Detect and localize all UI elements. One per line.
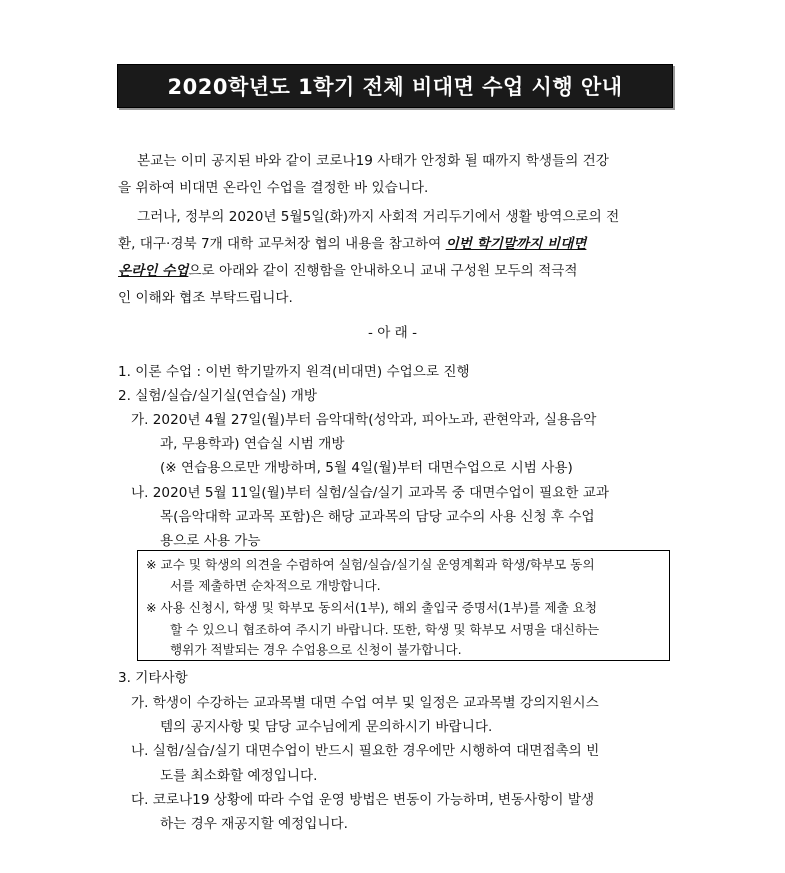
item-3c-line2: 하는 경우 재공지할 예정입니다. <box>160 816 348 832</box>
item-2b-line2: 목(음악대학 교과목 포함)은 해당 교과목의 담당 교수의 사용 신청 후 수업 <box>160 509 595 525</box>
item-3: 3. 기타사항 <box>118 670 188 686</box>
note-1-line2: 서를 제출하면 순차적으로 개방합니다. <box>170 578 381 593</box>
item-3c-line1: 다. 코로나19 상황에 따라 수업 운영 방법은 변동이 가능하며, 변동사항이 발생 <box>131 792 595 808</box>
page-title: 2020학년도 1학기 전체 비대면 수업 시행 안내 <box>167 75 623 99</box>
intro-emphasis-1: 이번 학기말까지 비대면 <box>445 236 587 252</box>
item-3a-line2: 템의 공지사항 및 담당 교수님에게 문의하시기 바랍니다. <box>160 719 493 735</box>
intro-p2-line3 <box>118 258 578 285</box>
item-3b-line2: 도를 최소화할 예정입니다. <box>160 768 318 784</box>
item-2: 2. 실험/실습/실기실(연습실) 개방 <box>118 388 317 404</box>
title-banner <box>117 64 673 108</box>
item-2b-line3: 용으로 사용 가능 <box>160 533 261 549</box>
note-2-line3: 행위가 적발되는 경우 수업용으로 신청이 불가합니다. <box>170 642 462 657</box>
intro-p2-line2 <box>118 231 586 258</box>
item-2a-line3: (※ 연습용으로만 개방하며, 5월 4일(월)부터 대면수업으로 시범 사용) <box>160 460 573 476</box>
note-1-line1: ※ 교수 및 학생의 의견을 수렴하여 실험/실습/실기실 운영계획과 학생/학부모 동의 <box>146 557 595 572</box>
item-3b-line1: 나. 실험/실습/실기 대면수업이 반드시 필요한 경우에만 시행하여 대면접촉의 빈 <box>131 743 600 759</box>
intro-p2-line2-text: 환, 대구·경북 7개 대학 교무처장 협의 내용을 참고하여 <box>118 236 446 252</box>
intro-p1-line1: 본교는 이미 공지된 바와 같이 코로나19 사태가 안정화 될 때까지 학생들의 건강 <box>137 153 609 169</box>
intro-p2-line4: 인 이해와 협조 부탁드립니다. <box>118 290 293 306</box>
item-3a-line1: 가. 학생이 수강하는 교과목별 대면 수업 여부 및 일정은 교과목별 강의지원시스 <box>131 695 599 711</box>
intro-p2-line3-text: 으로 아래와 같이 진행함을 안내하오니 교내 구성원 모두의 적극적 <box>188 263 578 279</box>
note-2-line1: ※ 사용 신청시, 학생 및 학부모 동의서(1부), 해외 출입국 증명서(1부)를 제출 요청 <box>146 600 598 615</box>
item-1: 1. 이론 수업 : 이번 학기말까지 원격(비대면) 수업으로 진행 <box>118 364 470 380</box>
item-2a-line1: 가. 2020년 4월 27일(월)부터 음악대학(성악과, 피아노과, 관현악과, 실용음악 <box>131 412 597 428</box>
intro-p2-line1: 그러나, 정부의 2020년 5월5일(화)까지 사회적 거리두기에서 생활 방역으로의 전 <box>137 209 620 225</box>
item-2a-line2: 과, 무용학과) 연습실 시범 개방 <box>160 436 345 452</box>
intro-emphasis-2: 온라인 수업 <box>118 263 189 279</box>
intro-p1-line2: 을 위하여 비대면 온라인 수업을 결정한 바 있습니다. <box>118 180 429 196</box>
item-2b-line1: 나. 2020년 5월 11일(월)부터 실험/실습/실기 교과목 중 대면수업이 필요한 교과 <box>131 485 610 501</box>
section-divider: - 아 래 - <box>367 325 418 341</box>
note-2-line2: 할 수 있으니 협조하여 주시기 바랍니다. 또한, 학생 및 학부모 서명을 대신하는 <box>170 622 600 637</box>
